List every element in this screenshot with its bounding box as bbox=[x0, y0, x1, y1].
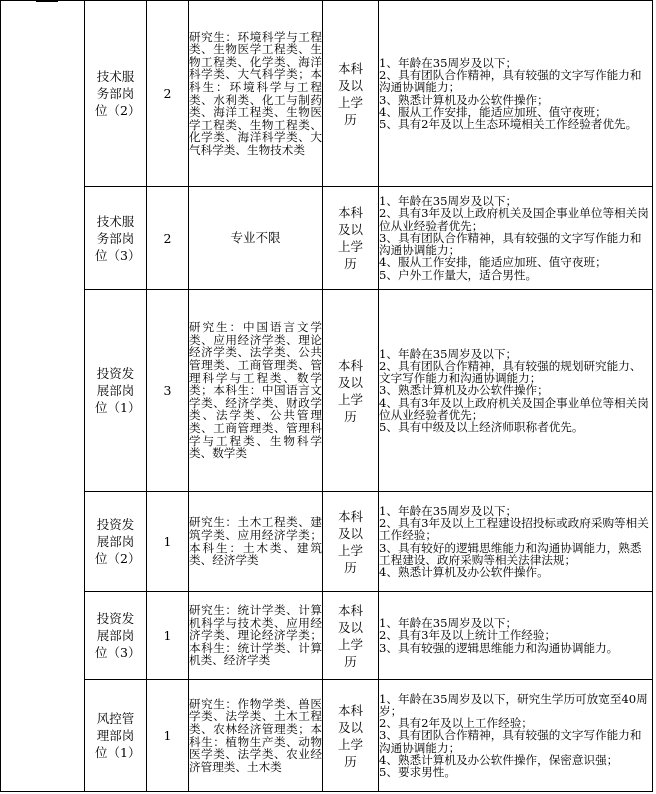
position-cell: 投资发展部岗位（2） bbox=[85, 492, 147, 592]
table-row bbox=[1, 1, 653, 187]
table-row bbox=[1, 187, 653, 290]
major-cell: 专业不限 bbox=[189, 187, 323, 290]
requirement-item: 2、具有团队合作精神，具有较强的文字写作能力和沟通协调能力； bbox=[379, 68, 642, 95]
requirements-cell bbox=[379, 1, 653, 187]
requirements-cell bbox=[379, 492, 653, 592]
requirement-item: 2、具有3年及以上政府机关及国企事业单位等相关岗位从业经验者优先； bbox=[379, 206, 649, 233]
requirement-item: 3、熟悉计算机及办公软件操作； bbox=[379, 92, 549, 107]
requirement-item: 2、具有3年及以上工程建设招投标或政府采购等相关工作经验； bbox=[379, 516, 649, 543]
table-row bbox=[1, 592, 653, 680]
left-margin-cell bbox=[1, 1, 85, 792]
education-cell: 本科及以上学历 bbox=[323, 290, 379, 492]
requirement-item: 5、具有中级及以上经济师职称者优先。 bbox=[379, 420, 584, 434]
headcount-cell: 1 bbox=[147, 592, 189, 680]
requirement-item: 3、具有团队合作精神，具有较强的文字写作能力和沟通协调能力； bbox=[379, 230, 642, 258]
requirement-item: 5、要求男性。 bbox=[379, 765, 456, 779]
requirement-item: 2、具有3年及以上统计工作经验； bbox=[379, 628, 557, 643]
education-cell: 本科及以上学历 bbox=[323, 187, 379, 290]
position-cell: 技术服务部岗位（3） bbox=[85, 187, 147, 290]
headcount-cell: 2 bbox=[147, 187, 189, 290]
major-cell: 研究生：统计学类、计算机科学与技术类、应用经济学类、理论经济学类；本科生：统计学类、计算机类、经济学类 bbox=[189, 592, 323, 680]
requirement-item: 1、年龄在35周岁及以下； bbox=[379, 616, 518, 631]
requirement-item: 1、年龄在35周岁及以下，研究生学历可放宽至40周岁； bbox=[379, 691, 648, 718]
table-row bbox=[1, 290, 653, 492]
requirement-item: 4、熟悉计算机及办公软件操作。 bbox=[379, 564, 549, 579]
requirement-item: 4、服从工作安排，能适应加班、值守夜班； bbox=[379, 104, 607, 119]
requirement-item: 1、年龄在35周岁及以下； bbox=[379, 346, 518, 361]
education-cell: 本科及以上学历 bbox=[323, 592, 379, 680]
requirement-item: 1、年龄在35周岁及以下； bbox=[379, 55, 518, 70]
major-cell: 研究生：中国语言文学类、应用经济学类、理论经济学类、法学类、公共管理类、工商管理类、管理科学与工程类、数学类；本科生：中国语言文学类、经济学类、财政学类、法学类、公共管理类、工商管理类、管理科学与工程类、生物科学类、数学类 bbox=[189, 290, 323, 492]
requirement-item: 4、具有3年及以上政府机关及国企事业单位等相关岗位从业经验者优先； bbox=[379, 395, 649, 422]
headcount-cell: 1 bbox=[147, 492, 189, 592]
position-cell: 投资发展部岗位（3） bbox=[85, 592, 147, 680]
requirement-item: 3、熟悉计算机及办公软件操作； bbox=[379, 383, 549, 398]
education-cell: 本科及以上学历 bbox=[323, 680, 379, 792]
major-cell: 研究生：环境科学与工程类、生物医学工程类、生物工程类、化学类、海洋科学类、大气科学类；本科生：环境科学与工程类、水利类、化工与制药类、海洋工程类、生物医学工程类、生物工程类、化学类、海洋科学类、大气科学类、生物技术类 bbox=[189, 1, 323, 187]
requirement-item: 1、年龄在35周岁及以下； bbox=[379, 194, 518, 209]
headcount-cell: 2 bbox=[147, 1, 189, 187]
requirements-cell bbox=[379, 187, 653, 290]
requirement-item: 2、具有2年及以上工作经验； bbox=[379, 716, 533, 731]
requirement-item: 2、具有团队合作精神，具有较强的规划研究能力、文字写作能力和沟通协调能力； bbox=[379, 358, 642, 386]
requirement-item: 4、熟悉计算机及办公软件操作，保密意识强； bbox=[379, 752, 619, 767]
requirement-item: 5、户外工作量大，适合男性。 bbox=[379, 267, 538, 282]
major-cell: 研究生：作物学类、兽医学类、法学类、土木工程类、农林经济管理类；本科生：植物生产类、动物医学类、法学类、农业经济管理类、土木类 bbox=[189, 680, 323, 792]
major-cell: 研究生：土木工程类、建筑学类、应用经济学类；本科生：土木类、建筑类、经济学类 bbox=[189, 492, 323, 592]
requirement-item: 1、年龄在35周岁及以下； bbox=[379, 503, 518, 518]
headcount-cell: 1 bbox=[147, 680, 189, 792]
requirement-item: 5、具有2年及以上生态环境相关工作经验者优先。 bbox=[379, 116, 638, 131]
education-cell: 本科及以上学历 bbox=[323, 492, 379, 592]
table-row bbox=[1, 492, 653, 592]
table-row bbox=[1, 680, 653, 792]
headcount-cell: 3 bbox=[147, 290, 189, 492]
position-cell: 风控管理部岗位（1） bbox=[85, 680, 147, 792]
requirement-item: 3、具有较强的逻辑思维能力和沟通协调能力。 bbox=[379, 640, 619, 655]
requirement-item: 3、具有较好的逻辑思维能力和沟通协调能力，熟悉工程建设、政府采购等相关法律法规； bbox=[379, 540, 642, 567]
requirements-cell bbox=[379, 290, 653, 492]
requirements-cell bbox=[379, 592, 653, 680]
position-cell: 投资发展部岗位（1） bbox=[85, 290, 147, 492]
requirement-item: 3、具有团队合作精神，具有较强的文字写作能力和沟通协调能力； bbox=[379, 728, 642, 755]
education-cell: 本科及以上学历 bbox=[323, 1, 379, 187]
requirement-item: 4、服从工作安排，能适应加班、值守夜班； bbox=[379, 255, 607, 270]
requirements-cell bbox=[379, 680, 653, 792]
position-cell: 技术服务部岗位（2） bbox=[85, 1, 147, 187]
